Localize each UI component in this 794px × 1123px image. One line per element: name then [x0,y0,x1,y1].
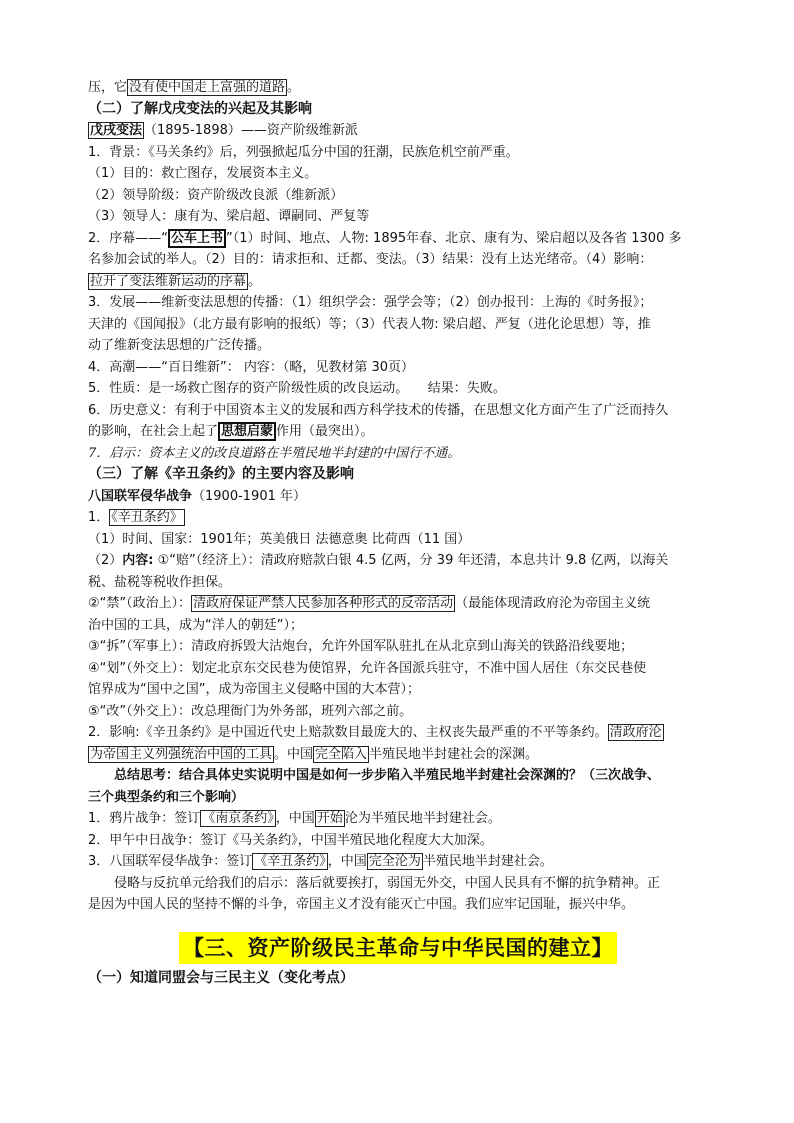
text-line: 1．鸦片战争：签订 《南京条约》 ，中国 开始 沦为半殖民地半封建社会。 [88,811,501,826]
text-line: 2．影响:《辛丑条约》是中国近代史上赔款数目最庞大的、主权丧失最严重的不平等条约。 清政府沦 [88,725,662,740]
subtopic-line: 戊戌变法 （1895-1898）——资产阶级维新派 [90,123,358,138]
chapter-banner [88,932,708,966]
key-point-box: 开始 [316,811,343,826]
key-term-box: 《南京条约》 [202,811,274,826]
text-line: 2．甲午中日战争：签订《马关条约》，中国半殖民地化程度大大加深。 [88,832,493,848]
text-line: （1）时间、国家：1901年；英美俄日 法德意奥 比荷西（11 国） [88,531,471,547]
text-line: 天津的《国闻报》（北方最有影响的报纸）等；（3）代表人物: 梁启超、严复（进化论思想）等，推 [88,316,651,332]
text-line: 税、盐税等税收作担保。 [88,574,232,590]
key-point-box: 没有使中国走上富强的道路 [129,80,286,95]
text-line: 2．序幕——“ 公车上书 ”（1）时间、地点、人物: 1895年春、北京、康有为、梁启超以及各省 1300 多 [88,230,682,246]
section-heading: （一）知道同盟会与三民主义（变化考点） [88,969,354,986]
text-line: 动了维新变法思想的广泛传播。 [88,338,271,353]
key-point-box: 完全沦为 [368,854,421,869]
text-line: 名参加会试的举人。（2）目的：请求拒和、迁都、变法。（3）结果：没有上达光绪帝。（4）影响： [88,252,653,267]
text-line: 3．发展——维新变法思想的传播：（1）组织学会：强学会等；（2）创办报刊：上海的《时务报》； [88,295,653,310]
text-line: （1）目的：救亡图存，发展资本主义。 [88,166,318,181]
key-term-box: 思想启蒙 [218,422,276,441]
text-line: 压，它 没有使中国走上富强的道路 。 [88,80,301,95]
key-term-box: 《辛丑条约》 [111,510,183,525]
key-point-box: 清政府沦 [609,725,662,740]
text-line: （2）内容: ①“赔”（经济上）：清政府赔款白银 4.5 亿两，分 39 年还清，本息共计 9.8 亿两，以海关 [88,553,669,568]
text-line: ⑤“改”（外交上）：改总理衙门为外务部，班列六部之前。 [88,703,413,719]
text-line: 1．背景：《马关条约》后，列强掀起瓜分中国的狂潮，民族危机空前严重。 [88,144,519,160]
summary-question: 三个典型条约和三个影响） [88,789,245,805]
text-line: 6．历史意义：有利于中国资本主义的发展和西方科学技术的传播，在思想文化方面产生了广泛而持久 [88,402,669,418]
text-line: 7．启示：资本主义的改良道路在半殖民地半封建的中国行不通。 [88,445,461,461]
text-line: 为帝国主义列强统治中国的工具 。中国 完全陷入 半殖民地半封建社会的深渊。 [90,746,539,762]
text-line: 3．八国联军侵华战争：签订 《辛丑条约》 ，中国 完全沦为 半殖民地半封建社会。 [88,854,553,869]
text-line: 是因为中国人民的坚持不懈的斗争，帝国主义才没有能灭亡中国。我们应牢记国耻，振兴中华。 [88,897,635,912]
document-page [88,77,708,989]
subtopic-line: 八国联军侵华战争（1900-1901 年） [88,488,307,504]
text-line: 拉开了变法维新运动的序幕 。 [90,273,262,289]
key-term-box: 戊戌变法 [90,123,143,138]
key-term-box: 公车上书 [168,229,226,248]
text-line: 治中国的工具，成为“洋人的朝廷”）； [88,617,303,633]
text-line: ③“拆”（军事上）：清政府拆毁大沽炮台，允许外国军队驻扎在从北京到山海关的铁路沿线要地； [88,639,634,654]
text-line: 4．高潮——“百日维新”： 内容：（略，见教材第 30页） [88,359,415,375]
summary-question: 总结思考：结合具体史实说明中国是如何一步步陷入半殖民地半封建社会深渊的？（三次战争、 [114,768,661,783]
key-point-box: 拉开了变法维新运动的序幕 [90,273,247,289]
text-line: ②“禁”（政治上）： 清政府保证严禁人民参加各种形式的反帝活动 （最能体现清政府沦为帝国主义统 [88,596,651,611]
key-point-box: 完全陷入 [315,746,368,762]
key-point-box: 为帝国主义列强统治中国的工具 [90,746,273,762]
text-line: 的影响，在社会上起了 思想启蒙 作用（最突出）。 [88,424,374,439]
text-line: 5．性质：是一场救亡图存的资产阶级性质的改良运动。 结果：失败。 [88,381,506,396]
key-point-box: 清政府保证严禁人民参加各种形式的反帝活动 [193,596,454,611]
text-line: （3）领导人：康有为、梁启超、谭嗣同、严复等 [88,209,370,224]
chapter-title: 【三、资产阶级民主革命与中华民国的建立】 [179,932,617,964]
text-line: （2）领导阶级：资产阶级改良派（维新派） [88,187,344,203]
text-line: 侵略与反抗单元给我们的启示：落后就要挨打，弱国无外交，中国人民具有不懈的抗争精神。正 [114,875,661,891]
key-term-box: 《辛丑条约》 [254,854,326,869]
section-heading: （二）了解戊戌变法的兴起及其影响 [88,100,312,117]
text-line: 馆界成为“国中之国”，成为帝国主义侵略中国的大本营）； [88,682,420,697]
text-line: ④“划”（外交上）：划定北京东交民巷为使馆界，允许各国派兵驻守，不准中国人居住（东交民巷使 [88,660,647,676]
text-line: 1． 《辛丑条约》 [88,510,183,525]
section-heading: （三）了解《辛丑条约》的主要内容及影响 [88,466,354,482]
